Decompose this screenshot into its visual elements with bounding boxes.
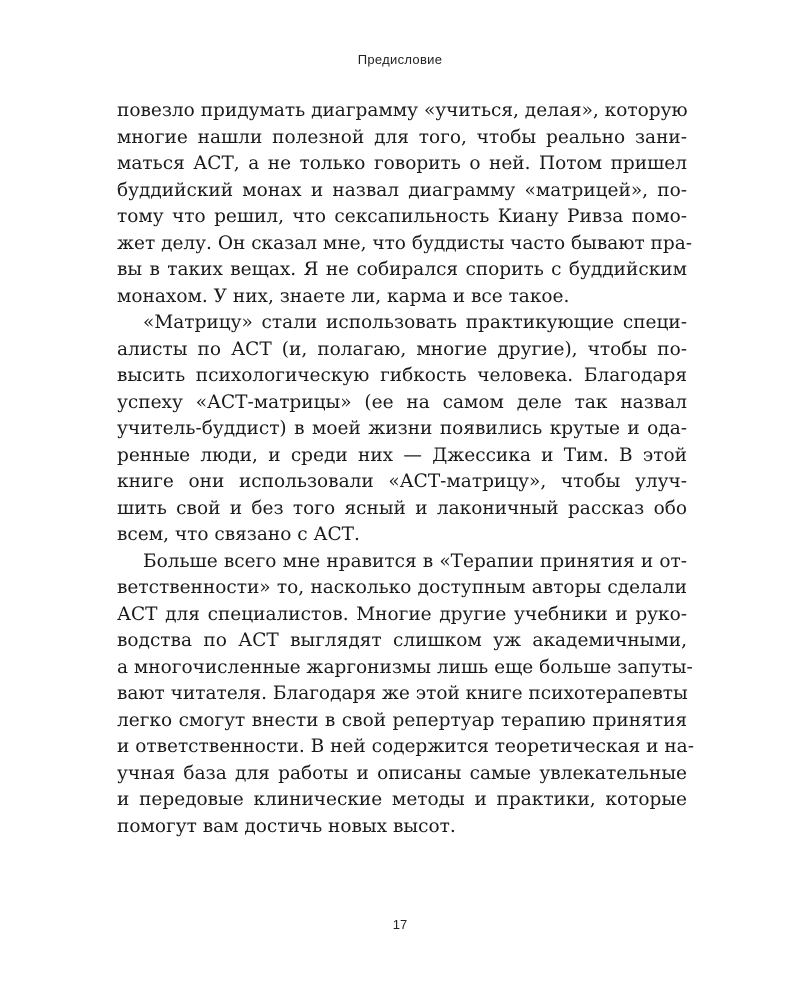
text-line: шить свой и без того ясный и лаконичный рассказ обо — [117, 497, 687, 519]
text-line: буддийский монах и назвал диаграмму «матрицей», по- — [117, 179, 687, 201]
text-line: и передовые клинические методы и практики, которые — [117, 789, 687, 810]
text-line: жет делу. Он сказал мне, что буддисты часто бывают пра- — [117, 232, 693, 254]
text-line: многие нашли полезной для того, чтобы реально зани- — [117, 126, 687, 148]
text-line: всем, что связано с АСТ. — [117, 524, 360, 545]
text-line: «Матрицу» стали использовать практикующие специ- — [143, 312, 687, 333]
text-line: учная база для работы и описаны самые увлекательные — [117, 762, 687, 784]
text-line: алисты по АСТ (и, полагаю, многие другие), чтобы по- — [117, 338, 687, 360]
text-line: успеху «АСТ-матрицы» (ее на самом деле так назвал — [117, 391, 687, 413]
text-line: а многочисленные жаргонизмы лишь еще больше запуты- — [117, 656, 693, 678]
text-line: легко смогут внести в свой репертуар терапию принятия — [117, 709, 687, 731]
text-line: вы в таких вещах. Я не собирался спорить с буддийским — [117, 259, 687, 280]
text-line: АСТ для специалистов. Многие другие учебники и руко- — [117, 603, 687, 625]
text-line: и ответственности. В ней содержится теоретическая и на- — [117, 736, 694, 757]
text-line: учитель-буддист) в моей жизни появились крутые и ода- — [117, 418, 687, 439]
text-line: вают читателя. Благодаря же этой книге психотерапевты — [117, 683, 688, 704]
text-line: ренные люди, и среди них — Джессика и Тим. В этой — [117, 444, 687, 466]
text-line: повезло придумать диаграмму «учиться, делая», которую — [117, 100, 688, 121]
text-line: водства по АСТ выглядят слишком уж академичными, — [117, 630, 687, 651]
text-line: монахом. У них, знаете ли, карма и все такое. — [117, 285, 570, 307]
text-line: Больше всего мне нравится в «Терапии принятия и от- — [143, 550, 687, 572]
text-line: тому что решил, что сексапильность Киану Ривза помо- — [117, 206, 687, 227]
page-number: 17 — [392, 917, 408, 932]
text-line: книге они использовали «АСТ-матрицу», чтобы улуч- — [117, 471, 687, 492]
text-line: помогут вам достичь новых высот. — [117, 815, 456, 837]
running-head: Предисловие — [357, 52, 443, 67]
text-line: ветственности» то, насколько доступным авторы сделали — [117, 577, 687, 598]
text-line: маться АСТ, а не только говорить о ней. Потом пришел — [117, 153, 687, 174]
text-line: высить психологическую гибкость человека. Благодаря — [117, 365, 687, 386]
body-text — [117, 98, 694, 840]
